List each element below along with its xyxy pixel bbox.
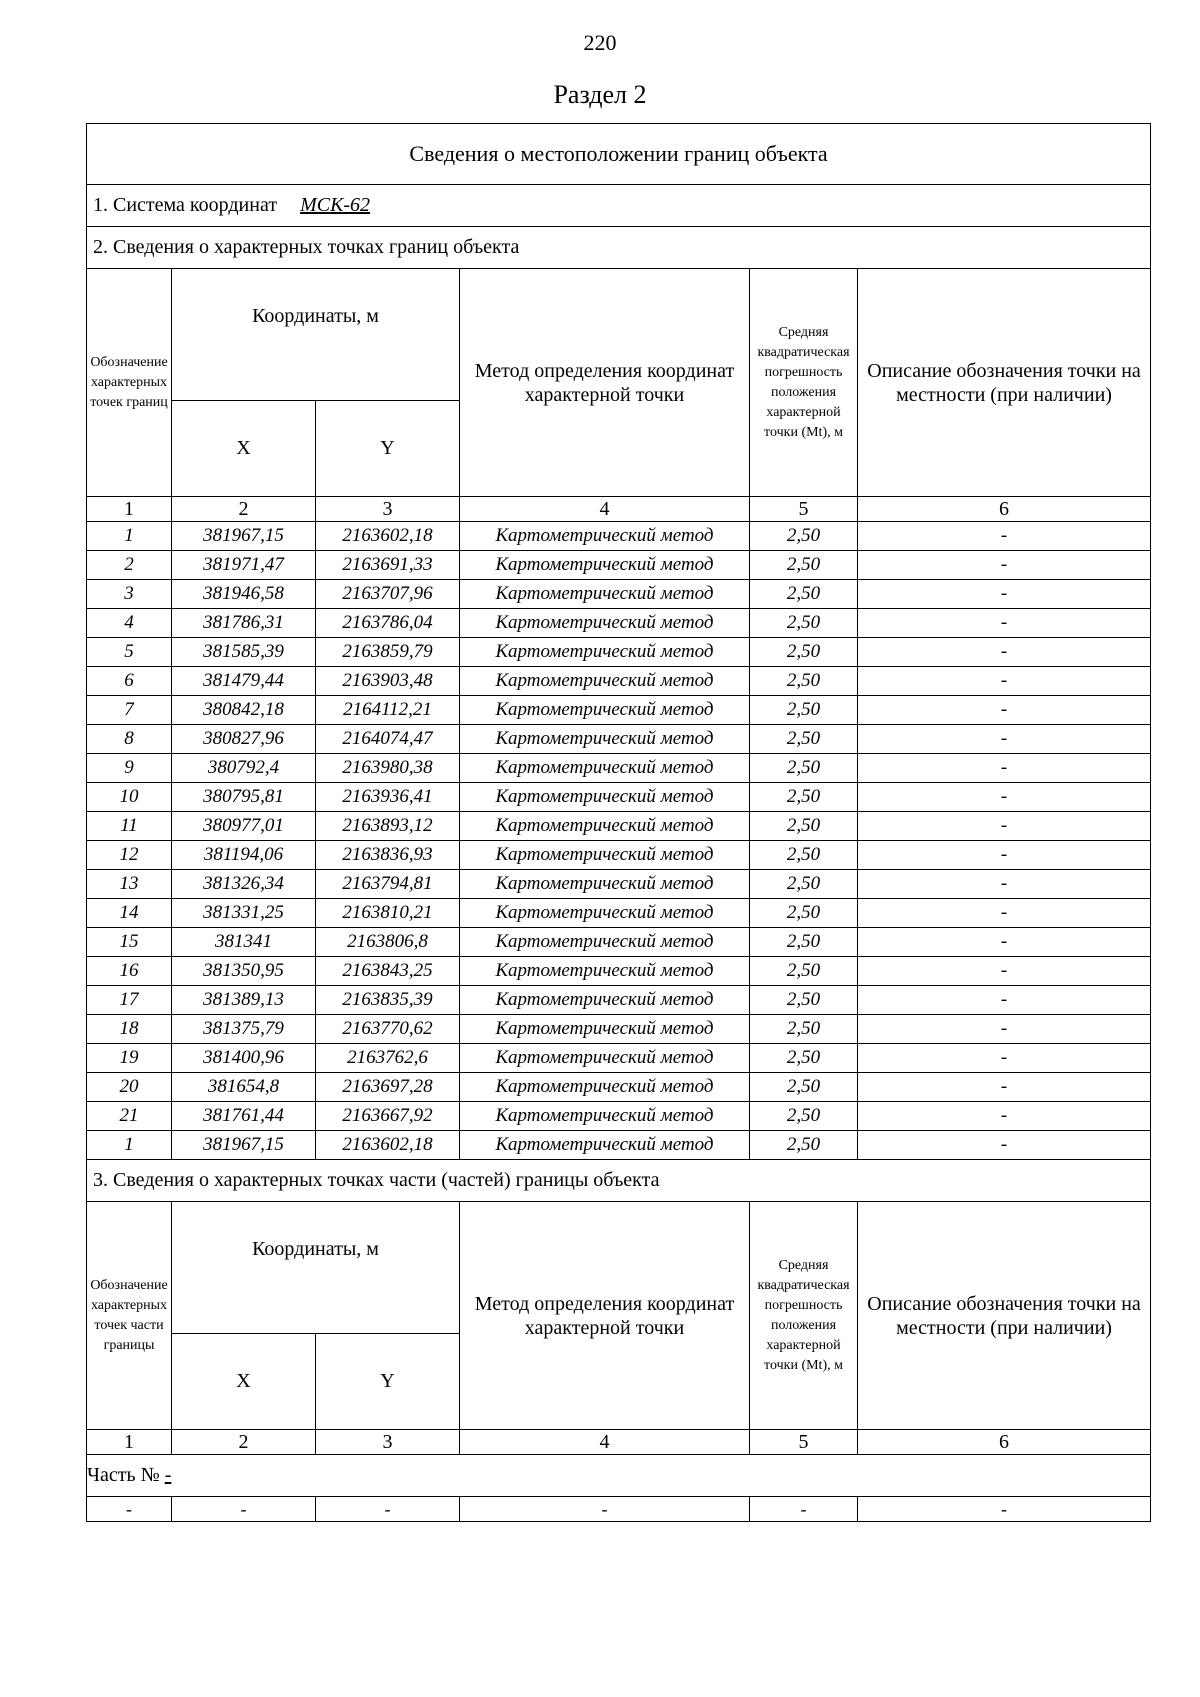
- description-cell: -: [858, 812, 1151, 841]
- table-row: [87, 841, 1151, 870]
- coord-x-cell: 381389,13: [172, 986, 316, 1015]
- method-cell: Картометрический метод: [460, 1131, 750, 1160]
- part-label-cell: [87, 1455, 1151, 1497]
- coord-y-cell: 2164074,47: [316, 725, 460, 754]
- col-number: 3: [316, 497, 460, 522]
- coord-y-cell: 2163602,18: [316, 522, 460, 551]
- coord-y-cell: 2163770,62: [316, 1015, 460, 1044]
- section3-title: 3. Сведения о характерных точках части (частей) границы объекта: [87, 1160, 1151, 1202]
- error-mt-cell: 2,50: [750, 667, 858, 696]
- table-row: [87, 870, 1151, 899]
- description-cell: -: [858, 551, 1151, 580]
- table-row: [87, 1102, 1151, 1131]
- point-id-cell: 17: [87, 986, 172, 1015]
- method-cell: -: [460, 1497, 750, 1522]
- table-row: [87, 609, 1151, 638]
- point-id-cell: 1: [87, 522, 172, 551]
- table-row: [87, 783, 1151, 812]
- coord-x-cell: 381350,95: [172, 957, 316, 986]
- s2-header-y: Y: [316, 401, 460, 497]
- s3-header-method: Метод определения координат характерной точки: [460, 1202, 750, 1430]
- description-cell: -: [858, 1102, 1151, 1131]
- col-number: 2: [172, 1430, 316, 1455]
- col-number: 6: [858, 1430, 1151, 1455]
- method-cell: Картометрический метод: [460, 696, 750, 725]
- coord-y-cell: 2163835,39: [316, 986, 460, 1015]
- s2-column-numbers: [87, 497, 1151, 522]
- table-row: [87, 754, 1151, 783]
- method-cell: Картометрический метод: [460, 812, 750, 841]
- s2-header-description: Описание обозначения точки на местности (при наличии): [858, 269, 1151, 497]
- error-mt-cell: 2,50: [750, 1073, 858, 1102]
- point-id-cell: -: [87, 1497, 172, 1522]
- point-id-cell: 18: [87, 1015, 172, 1044]
- point-id-cell: 2: [87, 551, 172, 580]
- coord-y-cell: 2164112,21: [316, 696, 460, 725]
- table-row: [87, 1497, 1151, 1522]
- s2-header-x: X: [172, 401, 316, 497]
- error-mt-cell: 2,50: [750, 522, 858, 551]
- error-mt-cell: 2,50: [750, 899, 858, 928]
- point-id-cell: 16: [87, 957, 172, 986]
- method-cell: Картометрический метод: [460, 841, 750, 870]
- point-id-cell: 20: [87, 1073, 172, 1102]
- table-row: [87, 986, 1151, 1015]
- point-id-cell: 10: [87, 783, 172, 812]
- coord-x-cell: 381967,15: [172, 1131, 316, 1160]
- col-number: 5: [750, 497, 858, 522]
- description-cell: -: [858, 1044, 1151, 1073]
- method-cell: Картометрический метод: [460, 957, 750, 986]
- col-number: 1: [87, 1430, 172, 1455]
- coord-x-cell: 381331,25: [172, 899, 316, 928]
- point-id-cell: 11: [87, 812, 172, 841]
- s3-header-error: Средняя квадратическая погрешность положения характерной точки (Mt), м: [750, 1202, 858, 1430]
- coord-y-cell: 2163936,41: [316, 783, 460, 812]
- col-number: 5: [750, 1430, 858, 1455]
- method-cell: Картометрический метод: [460, 986, 750, 1015]
- description-cell: -: [858, 1497, 1151, 1522]
- part-value: -: [164, 1464, 172, 1486]
- description-cell: -: [858, 899, 1151, 928]
- table-row: [87, 1073, 1151, 1102]
- table-row: [87, 1044, 1151, 1073]
- point-id-cell: 9: [87, 754, 172, 783]
- description-cell: -: [858, 696, 1151, 725]
- part-row: [87, 1455, 1151, 1497]
- point-id-cell: 5: [87, 638, 172, 667]
- col-number: 6: [858, 497, 1151, 522]
- method-cell: Картометрический метод: [460, 551, 750, 580]
- point-id-cell: 13: [87, 870, 172, 899]
- coord-system-row: [87, 185, 1151, 227]
- table-row: [87, 580, 1151, 609]
- point-id-cell: 1: [87, 1131, 172, 1160]
- s3-data-rows: [87, 1497, 1151, 1522]
- point-id-cell: 8: [87, 725, 172, 754]
- s3-header-coords: Координаты, м: [172, 1202, 460, 1334]
- method-cell: Картометрический метод: [460, 1073, 750, 1102]
- s2-data-rows: [87, 522, 1151, 1160]
- coord-system-value: МСК-62: [300, 194, 371, 216]
- table-row: [87, 1131, 1151, 1160]
- point-id-cell: 21: [87, 1102, 172, 1131]
- method-cell: Картометрический метод: [460, 609, 750, 638]
- error-mt-cell: 2,50: [750, 754, 858, 783]
- method-cell: Картометрический метод: [460, 928, 750, 957]
- description-cell: -: [858, 928, 1151, 957]
- s3-header-y: Y: [316, 1334, 460, 1430]
- table-row: [87, 957, 1151, 986]
- point-id-cell: 4: [87, 609, 172, 638]
- col-number: 2: [172, 497, 316, 522]
- table-row: [87, 638, 1151, 667]
- description-cell: -: [858, 1131, 1151, 1160]
- method-cell: Картометрический метод: [460, 783, 750, 812]
- description-cell: -: [858, 522, 1151, 551]
- error-mt-cell: 2,50: [750, 783, 858, 812]
- coord-y-cell: 2163794,81: [316, 870, 460, 899]
- error-mt-cell: 2,50: [750, 580, 858, 609]
- table-title: Сведения о местоположении границ объекта: [87, 124, 1151, 185]
- point-id-cell: 7: [87, 696, 172, 725]
- error-mt-cell: 2,50: [750, 551, 858, 580]
- error-mt-cell: 2,50: [750, 696, 858, 725]
- description-cell: -: [858, 986, 1151, 1015]
- method-cell: Картометрический метод: [460, 638, 750, 667]
- coord-y-cell: 2163836,93: [316, 841, 460, 870]
- s2-header-method: Метод определения координат характерной точки: [460, 269, 750, 497]
- coord-y-cell: 2163762,6: [316, 1044, 460, 1073]
- s3-header-description: Описание обозначения точки на местности (при наличии): [858, 1202, 1151, 1430]
- coord-y-cell: 2163980,38: [316, 754, 460, 783]
- coord-x-cell: 381341: [172, 928, 316, 957]
- coord-x-cell: 381971,47: [172, 551, 316, 580]
- description-cell: -: [858, 870, 1151, 899]
- description-cell: -: [858, 754, 1151, 783]
- coord-y-cell: 2163903,48: [316, 667, 460, 696]
- col-number: 4: [460, 1430, 750, 1455]
- coord-x-cell: -: [172, 1497, 316, 1522]
- coord-x-cell: 381400,96: [172, 1044, 316, 1073]
- point-id-cell: 14: [87, 899, 172, 928]
- s2-header-point-label: Обозначение характерных точек границ: [87, 269, 172, 497]
- method-cell: Картометрический метод: [460, 1102, 750, 1131]
- method-cell: Картометрический метод: [460, 522, 750, 551]
- error-mt-cell: 2,50: [750, 928, 858, 957]
- method-cell: Картометрический метод: [460, 1015, 750, 1044]
- error-mt-cell: 2,50: [750, 1131, 858, 1160]
- coord-x-cell: 381654,8: [172, 1073, 316, 1102]
- error-mt-cell: -: [750, 1497, 858, 1522]
- coord-x-cell: 381194,06: [172, 841, 316, 870]
- coord-x-cell: 380977,01: [172, 812, 316, 841]
- coord-x-cell: 381375,79: [172, 1015, 316, 1044]
- method-cell: Картометрический метод: [460, 870, 750, 899]
- coord-y-cell: 2163859,79: [316, 638, 460, 667]
- description-cell: -: [858, 1015, 1151, 1044]
- coord-x-cell: 380827,96: [172, 725, 316, 754]
- point-id-cell: 15: [87, 928, 172, 957]
- error-mt-cell: 2,50: [750, 870, 858, 899]
- s3-column-numbers: [87, 1430, 1151, 1455]
- page-number: 220: [583, 30, 617, 55]
- coord-y-cell: 2163786,04: [316, 609, 460, 638]
- s3-header-x: X: [172, 1334, 316, 1430]
- coord-y-cell: 2163707,96: [316, 580, 460, 609]
- point-id-cell: 6: [87, 667, 172, 696]
- coord-y-cell: 2163806,8: [316, 928, 460, 957]
- table-row: [87, 1015, 1151, 1044]
- method-cell: Картометрический метод: [460, 1044, 750, 1073]
- coord-x-cell: 380792,4: [172, 754, 316, 783]
- coord-y-cell: 2163667,92: [316, 1102, 460, 1131]
- method-cell: Картометрический метод: [460, 667, 750, 696]
- description-cell: -: [858, 783, 1151, 812]
- col-number: 1: [87, 497, 172, 522]
- coord-x-cell: 380842,18: [172, 696, 316, 725]
- description-cell: -: [858, 841, 1151, 870]
- description-cell: -: [858, 957, 1151, 986]
- description-cell: -: [858, 725, 1151, 754]
- part-label: Часть №: [87, 1464, 160, 1486]
- table-row: [87, 551, 1151, 580]
- description-cell: -: [858, 638, 1151, 667]
- error-mt-cell: 2,50: [750, 1015, 858, 1044]
- description-cell: -: [858, 580, 1151, 609]
- error-mt-cell: 2,50: [750, 812, 858, 841]
- description-cell: -: [858, 667, 1151, 696]
- section-title: Раздел 2: [553, 80, 647, 109]
- coord-x-cell: 380795,81: [172, 783, 316, 812]
- coord-y-cell: 2163697,28: [316, 1073, 460, 1102]
- table-row: [87, 725, 1151, 754]
- point-id-cell: 3: [87, 580, 172, 609]
- method-cell: Картометрический метод: [460, 754, 750, 783]
- coord-y-cell: -: [316, 1497, 460, 1522]
- error-mt-cell: 2,50: [750, 725, 858, 754]
- method-cell: Картометрический метод: [460, 580, 750, 609]
- method-cell: Картометрический метод: [460, 725, 750, 754]
- coord-system-label: 1. Система координат: [93, 194, 278, 216]
- error-mt-cell: 2,50: [750, 1044, 858, 1073]
- coord-x-cell: 381761,44: [172, 1102, 316, 1131]
- error-mt-cell: 2,50: [750, 609, 858, 638]
- coord-y-cell: 2163810,21: [316, 899, 460, 928]
- boundary-table: [86, 123, 1151, 1522]
- error-mt-cell: 2,50: [750, 841, 858, 870]
- error-mt-cell: 2,50: [750, 1102, 858, 1131]
- section2-title: 2. Сведения о характерных точках границ объекта: [87, 227, 1151, 269]
- coord-x-cell: 381479,44: [172, 667, 316, 696]
- coord-y-cell: 2163602,18: [316, 1131, 460, 1160]
- point-id-cell: 12: [87, 841, 172, 870]
- coord-x-cell: 381585,39: [172, 638, 316, 667]
- point-id-cell: 19: [87, 1044, 172, 1073]
- s2-header-coords: Координаты, м: [172, 269, 460, 401]
- description-cell: -: [858, 609, 1151, 638]
- coord-x-cell: 381326,34: [172, 870, 316, 899]
- col-number: 4: [460, 497, 750, 522]
- table-row: [87, 928, 1151, 957]
- error-mt-cell: 2,50: [750, 638, 858, 667]
- coord-x-cell: 381786,31: [172, 609, 316, 638]
- table-row: [87, 812, 1151, 841]
- coord-x-cell: 381967,15: [172, 522, 316, 551]
- table-row: [87, 899, 1151, 928]
- coord-y-cell: 2163691,33: [316, 551, 460, 580]
- col-number: 3: [316, 1430, 460, 1455]
- method-cell: Картометрический метод: [460, 899, 750, 928]
- error-mt-cell: 2,50: [750, 986, 858, 1015]
- s2-header-error: Средняя квадратическая погрешность положения характерной точки (Mt), м: [750, 269, 858, 497]
- table-row: [87, 696, 1151, 725]
- coord-x-cell: 381946,58: [172, 580, 316, 609]
- description-cell: -: [858, 1073, 1151, 1102]
- table-row: [87, 522, 1151, 551]
- coord-y-cell: 2163843,25: [316, 957, 460, 986]
- table-row: [87, 667, 1151, 696]
- coord-y-cell: 2163893,12: [316, 812, 460, 841]
- s3-header-point-label: Обозначение характерных точек части границы: [87, 1202, 172, 1430]
- error-mt-cell: 2,50: [750, 957, 858, 986]
